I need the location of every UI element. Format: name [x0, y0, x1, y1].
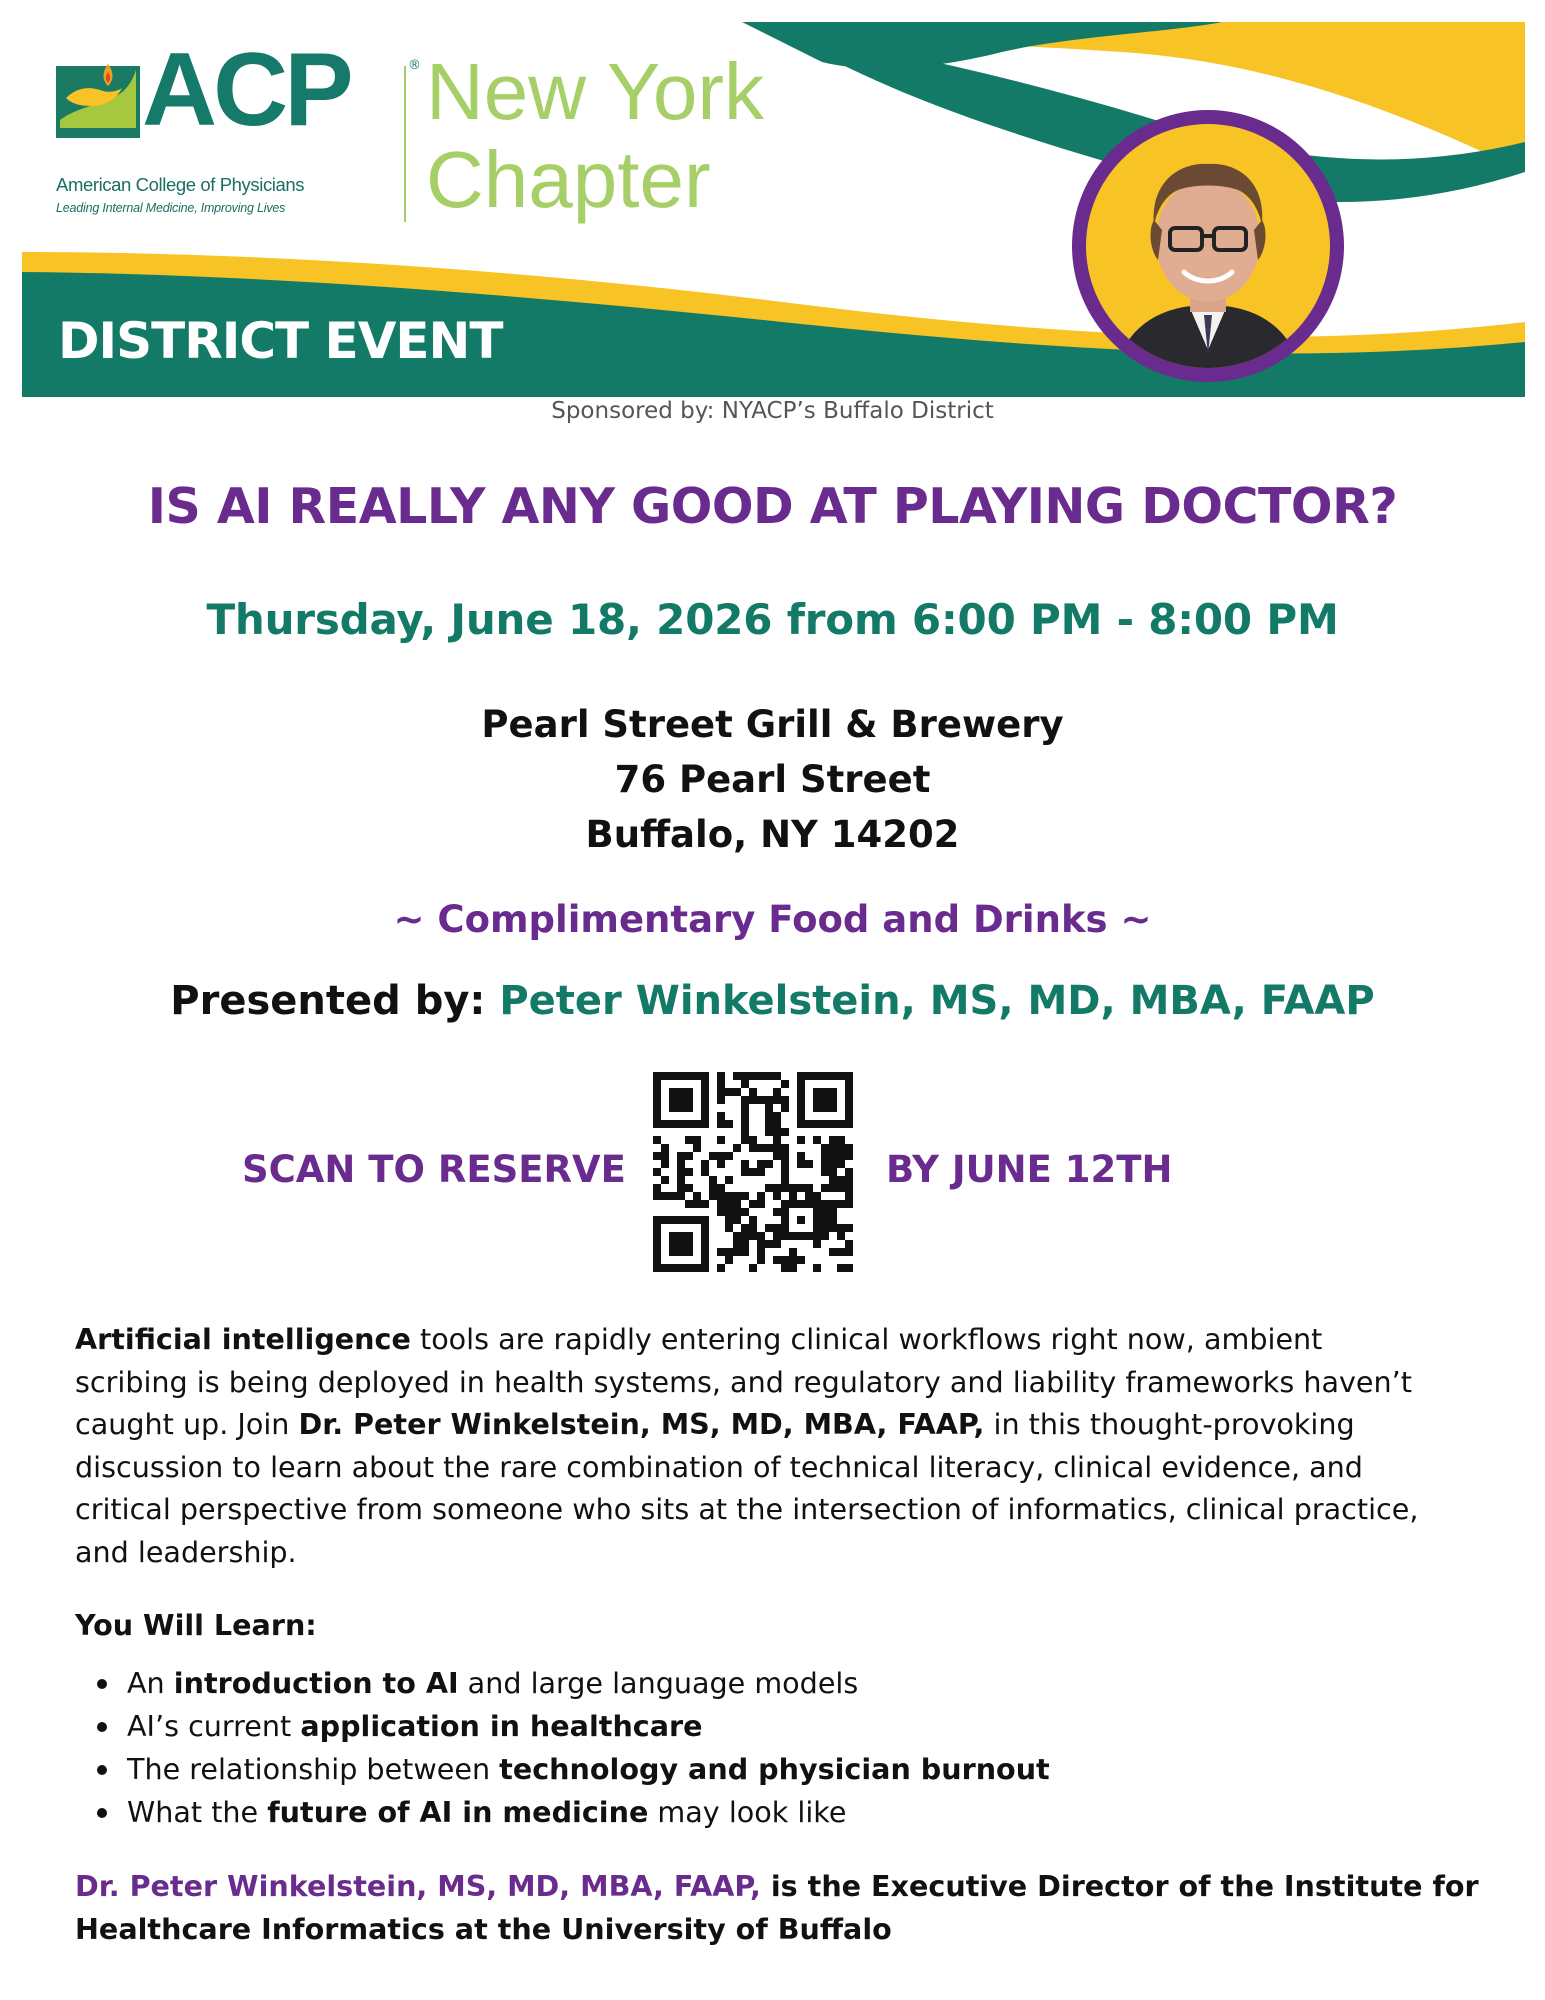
item-text: An — [127, 1666, 174, 1700]
presenter-bio — [75, 1865, 1479, 1950]
bio-name: Dr. Peter Winkelstein, MS, MD, MBA, FAAP, — [75, 1869, 761, 1903]
venue-name: Pearl Street Grill & Brewery — [481, 703, 1064, 746]
bio-line-1 — [75, 1865, 1479, 1908]
sponsor-line: Sponsored by: NYACP’s Buffalo District — [551, 398, 994, 424]
logo-divider — [404, 66, 406, 222]
chapter-name — [426, 48, 764, 224]
venue-city: Buffalo, NY 14202 — [585, 813, 960, 856]
presenter-label: Presented by: — [170, 978, 486, 1024]
presenter-line — [0, 978, 1545, 1024]
bullet-icon — [97, 1765, 107, 1775]
venue-street: 76 Pearl Street — [614, 758, 931, 801]
acp-wordmark: ACP — [142, 32, 350, 148]
event-banner — [22, 22, 1525, 397]
org-name: American College of Physicians — [56, 174, 305, 195]
description-highlight: Artificial intelligence — [75, 1322, 411, 1356]
event-type-label: DISTRICT EVENT — [58, 312, 503, 370]
description-line-2: scribing is being deployed in health systems, and regulatory and liability frameworks haven’t — [75, 1364, 1412, 1399]
list-item — [75, 1791, 1050, 1834]
bullet-icon — [97, 1679, 107, 1689]
description-line-3 — [75, 1403, 1475, 1446]
description-line-4: discussion to learn about the rare combination of technical literacy, clinical evidence, and — [75, 1449, 1363, 1484]
description-text: caught up. Join — [75, 1407, 299, 1442]
list-item — [75, 1748, 1050, 1791]
bio-line-2: Healthcare Informatics at the University of Buffalo — [75, 1911, 892, 1946]
bullet-icon — [97, 1808, 107, 1818]
acp-logo — [56, 32, 421, 222]
learn-heading: You Will Learn: — [75, 1608, 317, 1642]
description-text: tools are rapidly entering clinical workflows right now, ambient — [410, 1322, 1323, 1356]
description-line-6: and leadership. — [75, 1534, 297, 1569]
item-text: The relationship between — [127, 1752, 500, 1786]
item-text: What the — [127, 1795, 268, 1829]
description-line-5: critical perspective from someone who sits at the intersection of informatics, clinical practice, — [75, 1492, 1419, 1527]
list-item — [75, 1705, 1050, 1748]
food-note: ~ Complimentary Food and Drinks ~ — [393, 898, 1152, 941]
event-description — [75, 1318, 1475, 1574]
item-highlight: technology and physician burnout — [499, 1752, 1050, 1786]
presenter-portrait — [1072, 110, 1344, 382]
item-highlight: future of AI in medicine — [267, 1795, 649, 1829]
reserve-deadline: BY JUNE 12TH — [886, 1148, 1173, 1191]
description-presenter: Dr. Peter Winkelstein, MS, MD, MBA, FAAP, — [298, 1407, 985, 1442]
item-highlight: introduction to AI — [173, 1666, 459, 1700]
chapter-line-2: Chapter — [426, 135, 711, 224]
registered-mark: ® — [408, 58, 421, 73]
scan-to-reserve: SCAN TO RESERVE — [242, 1148, 626, 1191]
description-text: in this thought-provoking — [984, 1407, 1355, 1442]
item-text: AI’s current — [127, 1709, 301, 1743]
qr-code-icon[interactable] — [653, 1072, 853, 1272]
description-line-1 — [75, 1318, 1475, 1361]
bullet-icon — [97, 1722, 107, 1732]
list-item — [75, 1662, 1050, 1705]
event-headline: IS AI REALLY ANY GOOD AT PLAYING DOCTOR? — [147, 478, 1398, 535]
presenter-name: Peter Winkelstein, MS, MD, MBA, FAAP — [499, 978, 1375, 1024]
org-tagline: Leading Internal Medicine, Improving Lives — [56, 201, 286, 215]
bio-text: is the Executive Director of the Institute for — [760, 1869, 1479, 1903]
venue-address — [0, 697, 1545, 862]
learn-list — [75, 1662, 1050, 1834]
presenter-photo — [1072, 110, 1344, 382]
item-text: and large language models — [458, 1666, 859, 1700]
acp-lamp-icon — [56, 58, 140, 138]
item-text: may look like — [648, 1795, 847, 1829]
item-highlight: application in healthcare — [300, 1709, 703, 1743]
event-datetime: Thursday, June 18, 2026 from 6:00 PM - 8:00 PM — [206, 595, 1339, 644]
chapter-line-1: New York — [426, 47, 764, 136]
